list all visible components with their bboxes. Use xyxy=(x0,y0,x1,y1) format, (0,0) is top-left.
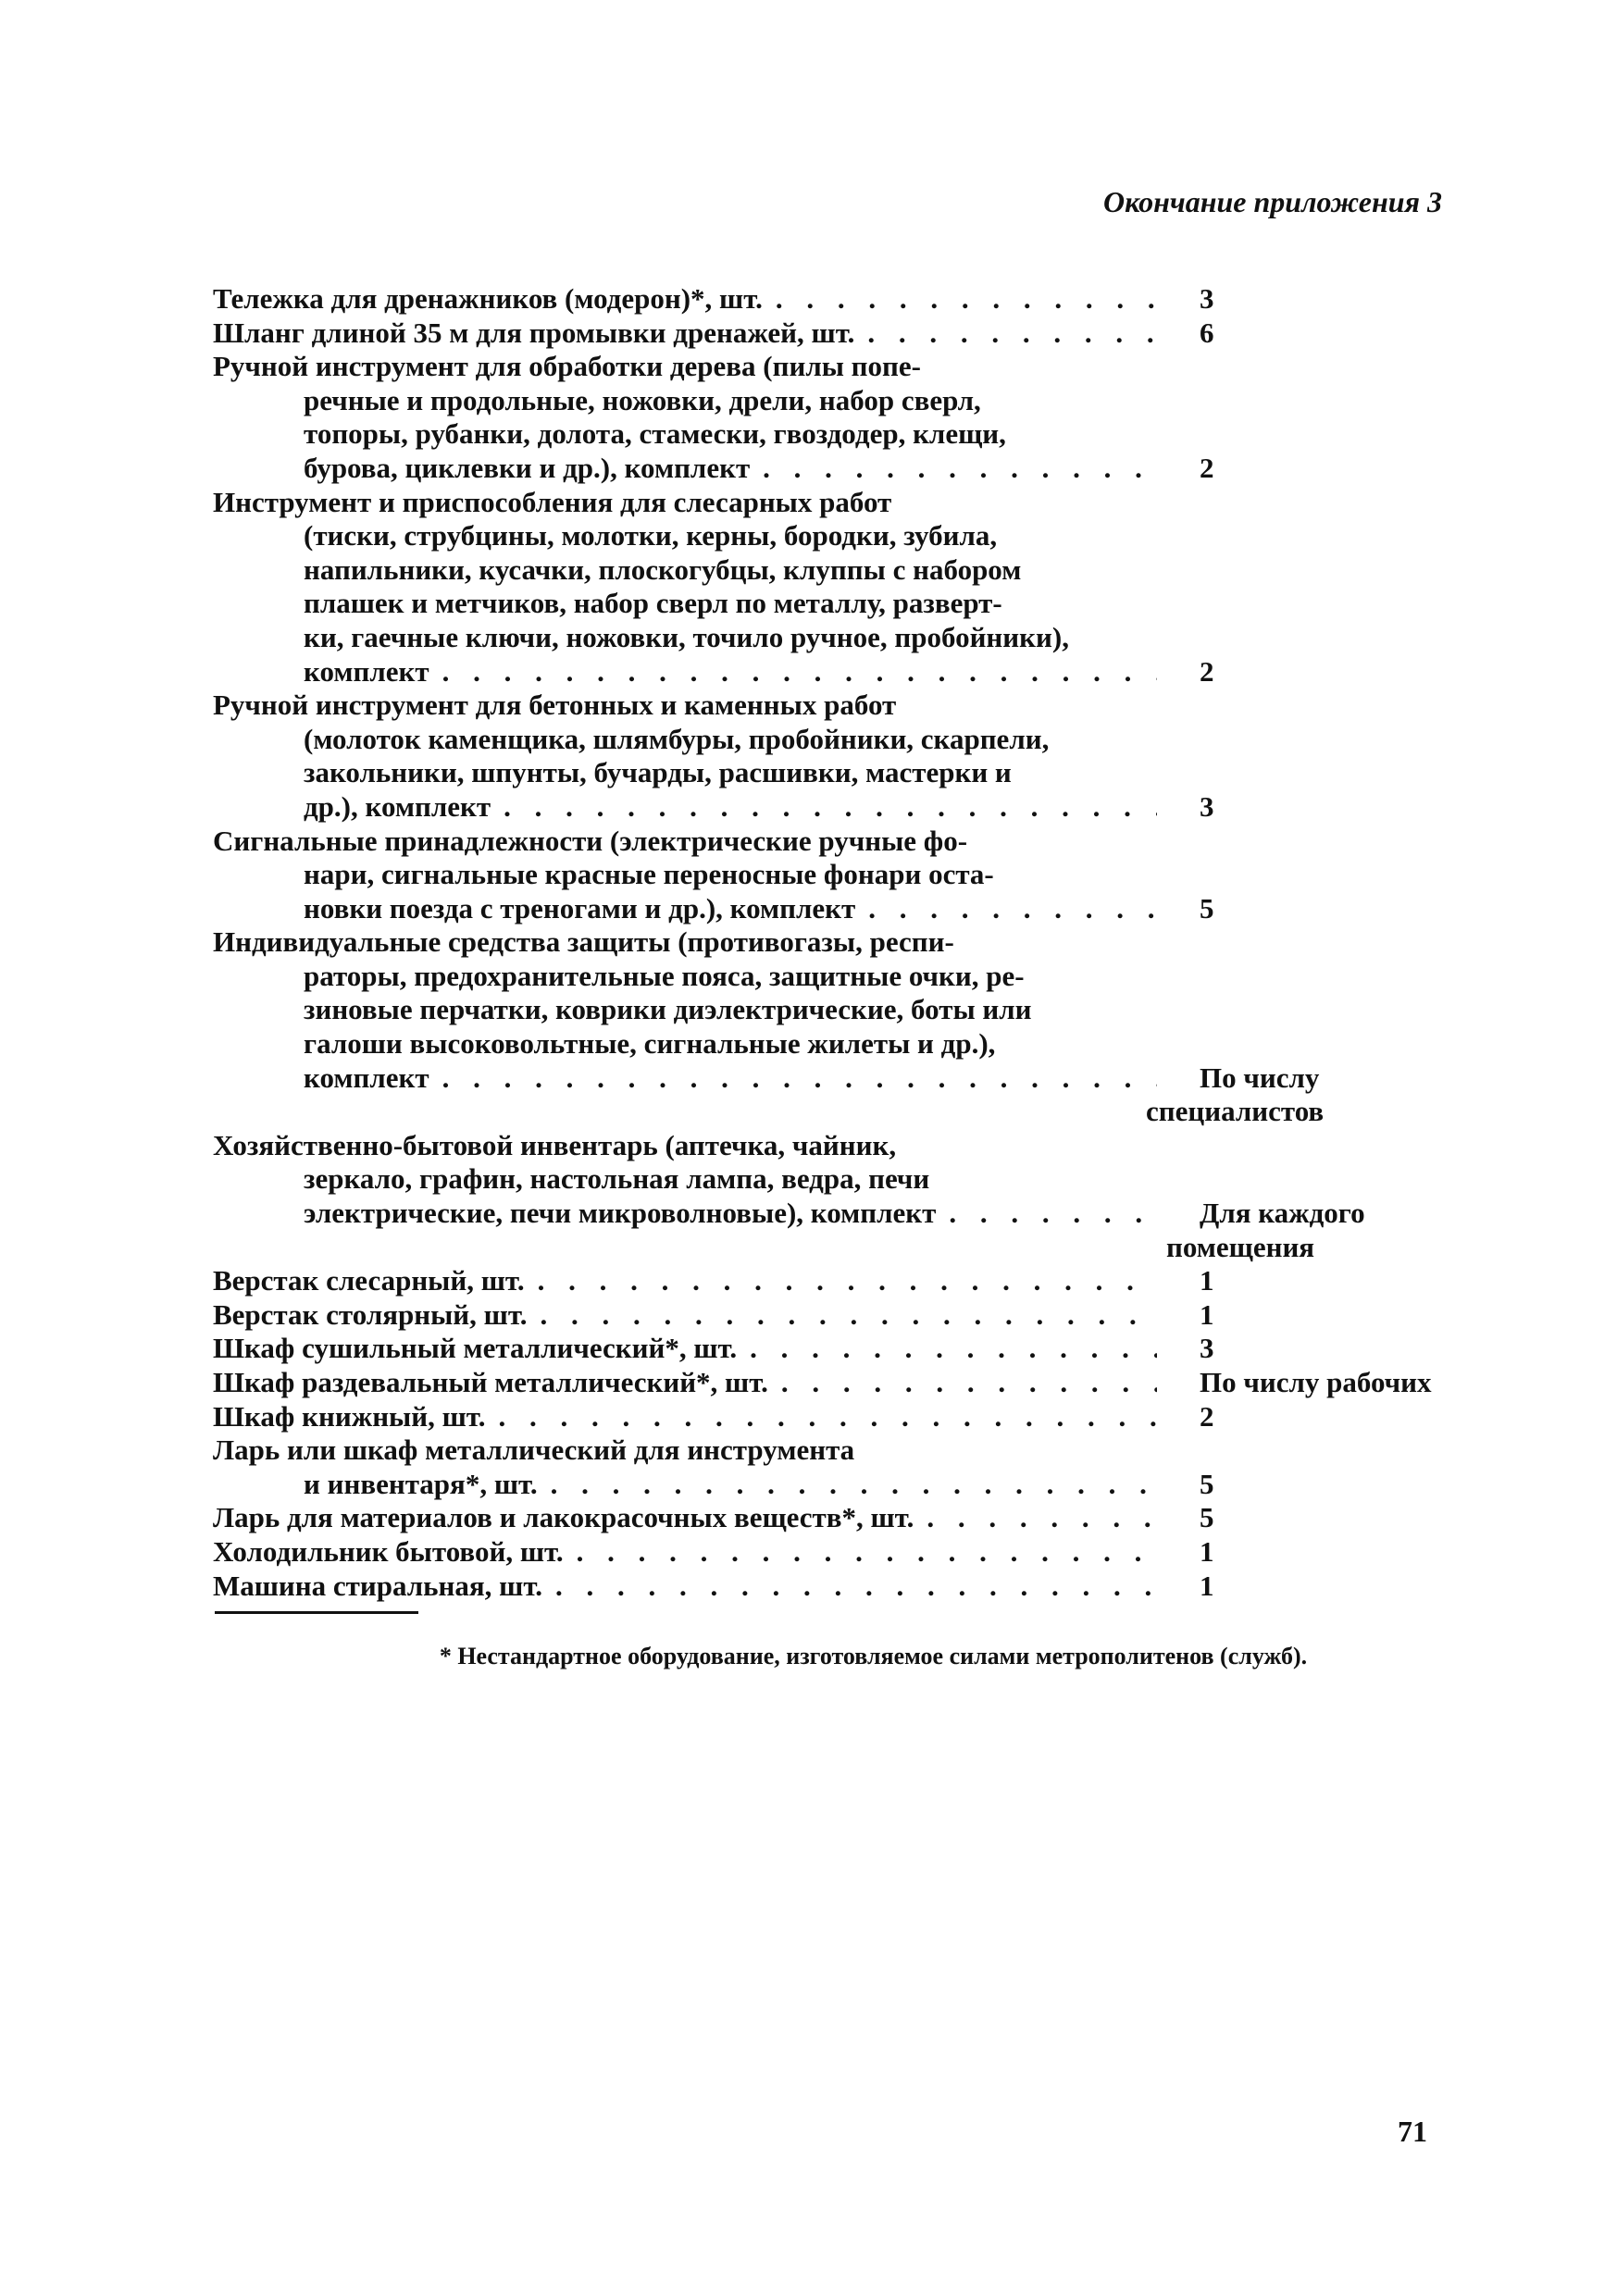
leader-dots xyxy=(868,892,1157,926)
item-text: Шкаф сушильный металлический*, шт. xyxy=(213,1332,738,1365)
leader-dots xyxy=(551,1468,1157,1502)
item-quantity: По числу рабочих xyxy=(1200,1366,1432,1398)
list-item xyxy=(213,1433,1462,1501)
list-item xyxy=(213,825,1462,926)
item-text: Тележка для дренажников (модерон)*, шт. xyxy=(213,282,763,315)
list-item xyxy=(213,1366,1462,1400)
item-text: плашек и метчиков, набор сверл по металлу, разверт- xyxy=(304,587,1002,620)
list-item xyxy=(213,350,1462,485)
item-text: Инструмент и приспособления для слесарных работ xyxy=(213,485,892,518)
item-text: ки, гаечные ключи, ножовки, точило ручное, пробойники), xyxy=(304,620,1069,653)
list-item xyxy=(213,316,1462,351)
item-text: Ларь для материалов и лакокрасочных веществ*, шт. xyxy=(213,1501,914,1534)
leader-dots xyxy=(442,655,1157,689)
item-text: электрические, печи микроволновые), комплект xyxy=(304,1197,937,1230)
item-quantity: 2 xyxy=(1200,451,1214,484)
item-text: зиновые перчатки, коврики диэлектрические, боты или xyxy=(304,993,1032,1026)
leader-dots xyxy=(763,452,1157,486)
list-item xyxy=(213,486,1462,689)
item-quantity-continued: специалистов xyxy=(1146,1095,1325,1128)
item-text: топоры, рубанки, долота, стамески, гвоздодер, клещи, xyxy=(304,417,1006,451)
item-text: раторы, предохранительные пояса, защитные очки, ре- xyxy=(304,959,1025,992)
equipment-list xyxy=(213,282,1462,1603)
item-quantity: 1 xyxy=(1200,1534,1214,1568)
item-text: др.), комплект xyxy=(304,789,491,823)
item-text: зеркало, графин, настольная лампа, ведра, печи xyxy=(304,1162,930,1196)
appendix-header: Окончание приложения 3 xyxy=(1103,185,1442,218)
leader-dots xyxy=(577,1535,1157,1570)
leader-dots xyxy=(538,1264,1157,1298)
list-item xyxy=(213,1129,1462,1264)
item-quantity: 3 xyxy=(1200,1332,1214,1365)
leader-dots xyxy=(949,1197,1157,1231)
list-item xyxy=(213,689,1462,824)
list-item xyxy=(213,1298,1462,1333)
leader-dots xyxy=(540,1298,1157,1333)
leader-dots xyxy=(781,1366,1157,1400)
item-text: Хозяйственно-бытовой инвентарь (аптечка, чайник, xyxy=(213,1128,897,1161)
item-text: Ручной инструмент для обработки дерева (пилы попе- xyxy=(213,350,921,383)
footnote-divider xyxy=(215,1611,418,1614)
item-text: новки поезда с треногами и др.), комплект xyxy=(304,891,856,925)
item-text: (тиски, струбцины, молотки, керны, бородки, зубила, xyxy=(304,519,998,552)
item-text: Холодильник бытовой, шт. xyxy=(213,1534,564,1568)
leader-dots xyxy=(504,790,1157,825)
list-item xyxy=(213,925,1462,1129)
leader-dots xyxy=(498,1400,1157,1434)
item-text: Машина стиральная, шт. xyxy=(213,1569,543,1602)
leader-dots xyxy=(750,1332,1157,1366)
page-number: 71 xyxy=(1398,2115,1427,2148)
item-quantity: 6 xyxy=(1200,316,1214,349)
item-quantity: Для каждого xyxy=(1200,1197,1365,1230)
item-text: бурова, циклевки и др.), комплект xyxy=(304,451,751,484)
item-text: Верстак слесарный, шт. xyxy=(213,1264,525,1297)
item-quantity: 1 xyxy=(1200,1297,1214,1331)
item-text: Верстак столярный, шт. xyxy=(213,1297,528,1331)
item-text: напильники, кусачки, плоскогубцы, клуппы с набором xyxy=(304,552,1022,586)
item-text: Шкаф книжный, шт. xyxy=(213,1399,486,1433)
list-item xyxy=(213,282,1462,316)
item-text: Ручной инструмент для бетонных и каменных работ xyxy=(213,689,897,722)
item-text: и инвентаря*, шт. xyxy=(304,1467,538,1500)
leader-dots xyxy=(555,1570,1157,1604)
item-text: галоши высоковольтные, сигнальные жилеты и др.), xyxy=(304,1027,996,1061)
item-text: речные и продольные, ножовки, дрели, набор сверл, xyxy=(304,383,981,416)
list-item xyxy=(213,1332,1462,1366)
leader-dots xyxy=(442,1061,1157,1096)
item-quantity-continued: помещения xyxy=(1166,1230,1315,1263)
leader-dots xyxy=(867,316,1157,351)
leader-dots xyxy=(776,282,1157,316)
item-quantity: 3 xyxy=(1200,789,1214,823)
item-text: Ларь или шкаф металлический для инструмента xyxy=(213,1433,855,1467)
item-text: Шланг длиной 35 м для промывки дренажей, шт. xyxy=(213,316,855,349)
item-quantity: По числу xyxy=(1200,1061,1320,1094)
item-text: закольники, шпунты, бучарды, расшивки, мастерки и xyxy=(304,756,1012,789)
list-item xyxy=(213,1570,1462,1604)
item-quantity: 5 xyxy=(1200,891,1214,925)
list-item xyxy=(213,1501,1462,1535)
item-quantity: 3 xyxy=(1200,282,1214,315)
item-text: (молоток каменщика, шлямбуры, пробойники, скарпели, xyxy=(304,722,1050,755)
list-item xyxy=(213,1535,1462,1570)
item-quantity: 1 xyxy=(1200,1569,1214,1602)
item-text: Индивидуальные средства защиты (противогазы, респи- xyxy=(213,925,954,959)
item-quantity: 5 xyxy=(1200,1467,1214,1500)
item-text: нари, сигнальные красные переносные фонари оста- xyxy=(304,858,994,891)
item-text: Шкаф раздевальный металлический*, шт. xyxy=(213,1366,768,1398)
item-quantity: 1 xyxy=(1200,1264,1214,1297)
list-item xyxy=(213,1400,1462,1434)
item-quantity: 2 xyxy=(1200,654,1214,688)
item-text: комплект xyxy=(304,1061,429,1094)
leader-dots xyxy=(927,1501,1157,1535)
item-quantity: 5 xyxy=(1200,1501,1214,1534)
list-item xyxy=(213,1264,1462,1298)
footnote: * Нестандартное оборудование, изготовляемое силами метрополитенов (служб). xyxy=(439,1643,1308,1669)
item-quantity: 2 xyxy=(1200,1399,1214,1433)
item-text: Сигнальные принадлежности (электрические ручные фо- xyxy=(213,824,968,857)
item-text: комплект xyxy=(304,654,429,688)
